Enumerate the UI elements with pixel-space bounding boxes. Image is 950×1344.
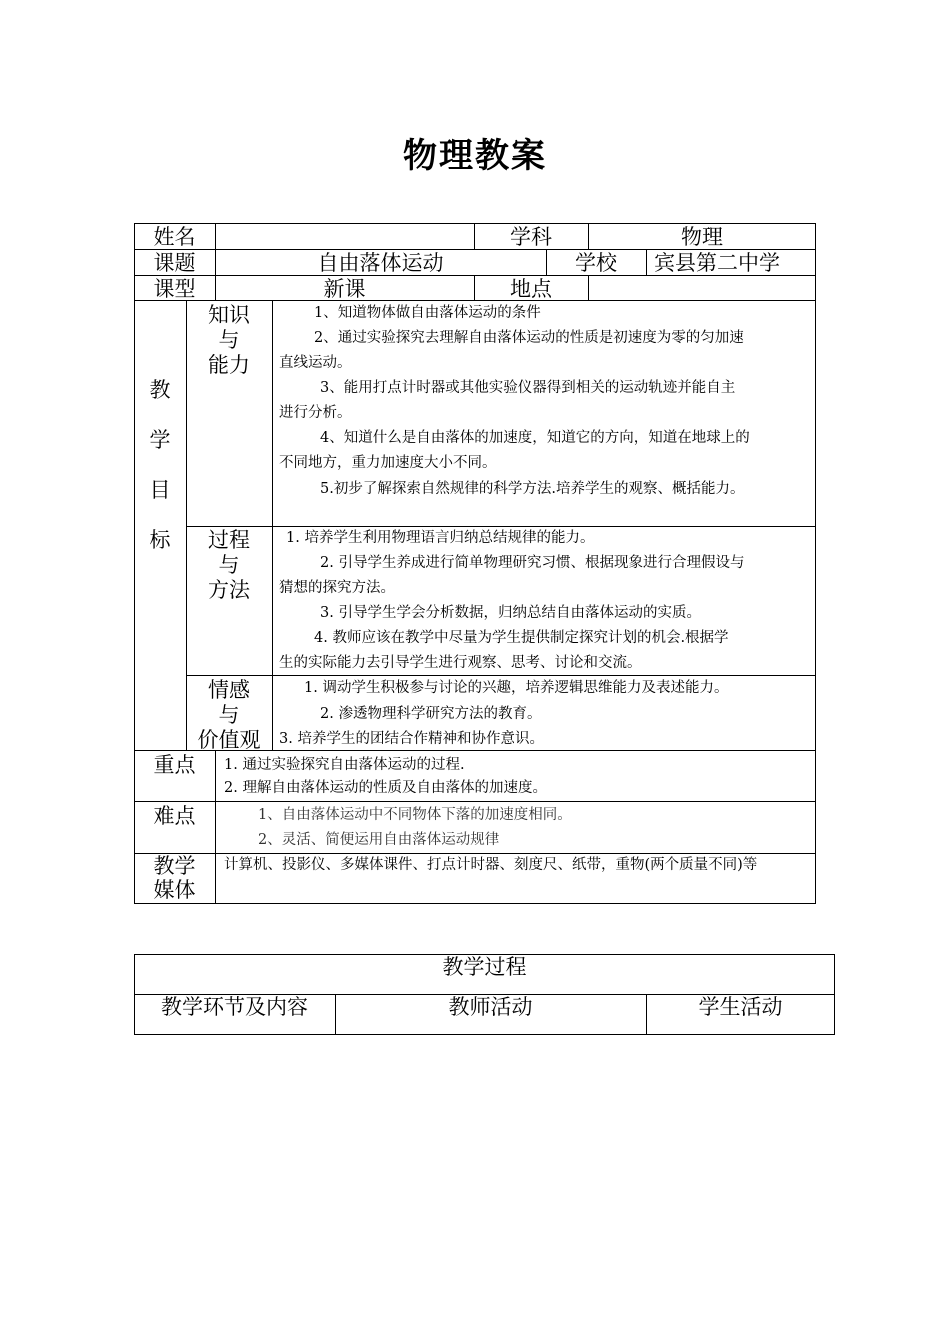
subject-label: 学科 (510, 225, 552, 249)
difficulty-item: 1、自由落体运动中不同物体下落的加速度相同。 (258, 807, 572, 823)
school-label: 学校 (575, 251, 617, 275)
knowledge-item: 4、知道什么是自由落体的加速度，知道它的方向，知道在地球上的 (320, 430, 750, 446)
key-point-item: 2. 理解自由落体运动的性质及自由落体的加速度。 (224, 780, 547, 796)
column-header: 教学环节及内容 (161, 995, 308, 1019)
place-label: 地点 (510, 277, 552, 301)
emotion-item: 2. 渗透物理科学研究方法的教育。 (320, 706, 542, 722)
column-header: 教师活动 (448, 995, 533, 1019)
type-label: 课型 (153, 277, 196, 301)
objectives-label-char: 标 (149, 528, 171, 552)
emotion-label: 与 (218, 703, 240, 727)
process-item: 4. 教师应该在教学中尽量为学生提供制定探究计划的机会.根据学 (314, 630, 729, 646)
subject-value: 物理 (681, 225, 723, 249)
knowledge-label: 能力 (208, 353, 250, 377)
media-text: 计算机、投影仪、多媒体课件、打点计时器、刻度尺、纸带，重物(两个质量不同)等 (224, 857, 758, 873)
emotion-item: 3. 培养学生的团结合作精神和协作意识。 (279, 731, 544, 747)
knowledge-label: 与 (218, 328, 240, 352)
difficulties-label: 难点 (153, 804, 196, 828)
knowledge-label: 知识 (208, 303, 250, 327)
knowledge-item: 2、通过实验探究去理解自由落体运动的性质是初速度为零的匀加速 (314, 330, 744, 346)
difficulty-item: 2、灵活、简便运用自由落体运动规律 (258, 832, 500, 848)
key-point-item: 1. 通过实验探究自由落体运动的过程. (224, 757, 465, 773)
process-label: 方法 (208, 578, 250, 602)
topic-label: 课题 (153, 251, 196, 275)
emotion-label: 价值观 (197, 728, 261, 752)
emotion-label: 情感 (208, 678, 250, 702)
type-value: 新课 (323, 277, 366, 301)
knowledge-item: 进行分析。 (279, 405, 352, 421)
objectives-label-char: 学 (149, 428, 171, 452)
key-points-label: 重点 (153, 753, 196, 777)
school-value: 宾县第二中学 (654, 251, 780, 275)
name-label: 姓名 (153, 225, 196, 249)
emotion-item: 1. 调动学生积极参与讨论的兴趣，培养逻辑思维能力及表述能力。 (304, 680, 729, 696)
process-item: 1. 培养学生利用物理语言归纳总结规律的能力。 (286, 530, 595, 546)
media-label: 教学 (153, 854, 196, 878)
process-item: 3. 引导学生学会分析数据，归纳总结自由落体运动的实质。 (320, 605, 701, 621)
objectives-label-char: 目 (149, 478, 171, 502)
process-label: 过程 (208, 528, 250, 552)
process-item: 猜想的探究方法。 (279, 580, 395, 596)
process-table-title: 教学过程 (442, 955, 527, 979)
page-title: 物理教案 (403, 136, 547, 176)
objectives-label-char: 教 (149, 378, 171, 402)
knowledge-item: 直线运动。 (279, 355, 352, 371)
column-header: 学生活动 (698, 995, 783, 1019)
knowledge-item: 不同地方，重力加速度大小不同。 (279, 455, 497, 471)
topic-value: 自由落体运动 (317, 251, 444, 275)
knowledge-item: 3、能用打点计时器或其他实验仪器得到相关的运动轨迹并能自主 (320, 380, 736, 396)
knowledge-item: 1、知道物体做自由落体运动的条件 (314, 305, 541, 321)
process-item: 2. 引导学生养成进行简单物理研究习惯、根据现象进行合理假设与 (320, 555, 745, 571)
process-label: 与 (218, 553, 240, 577)
media-label: 媒体 (153, 878, 196, 902)
knowledge-item: 5.初步了解探索自然规律的科学方法.培养学生的观察、概括能力。 (320, 481, 745, 497)
process-item: 生的实际能力去引导学生进行观察、思考、讨论和交流。 (279, 655, 642, 671)
